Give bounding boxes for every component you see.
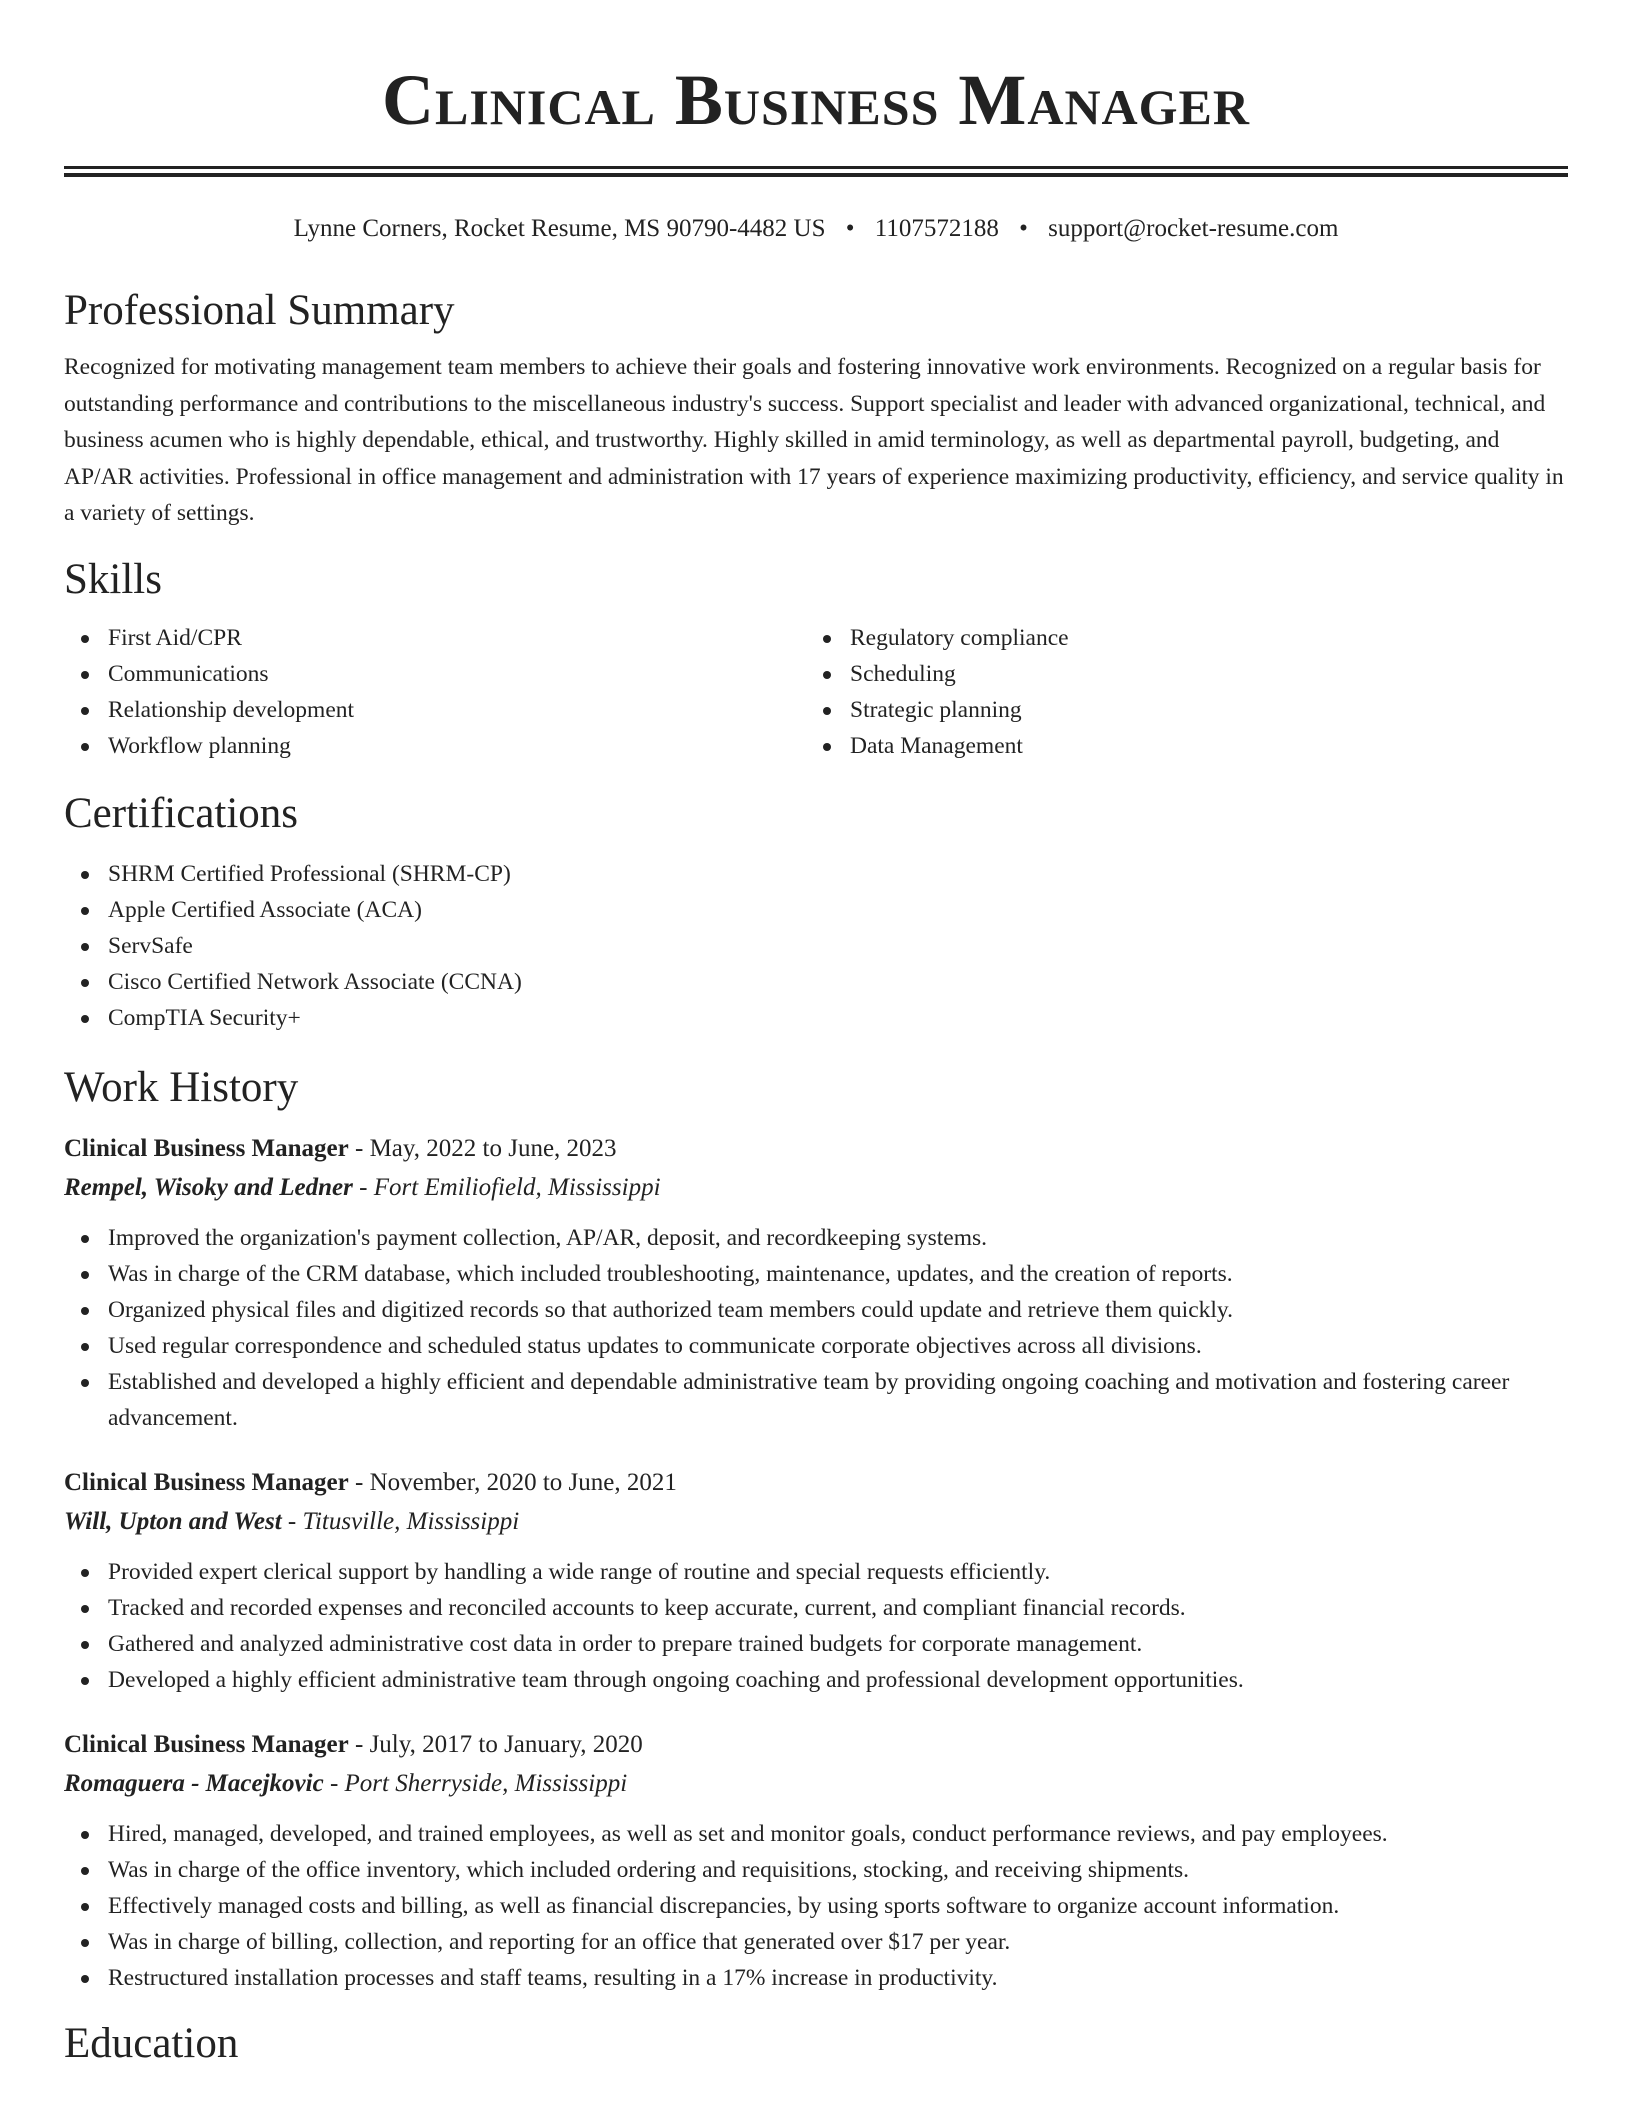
job-entry [64,1464,1568,1698]
job-bullet: Was in charge of the CRM database, which included troubleshooting, maintenance, updates, and the creation of reports. [64,1256,1568,1292]
certifications-section [64,788,1568,1036]
section-heading-certifications: Certifications [64,789,299,837]
job-bullet: Tracked and recorded expenses and reconciled accounts to keep accurate, current, and compliant financial records. [64,1590,1568,1626]
resume-title: Clinical Business Manager [381,60,1251,140]
job-bullet: Restructured installation processes and staff teams, resulting in a 17% increase in productivity. [64,1960,1568,1996]
skill-item: Strategic planning [806,692,1548,728]
skill-item: Workflow planning [64,728,806,764]
section-heading-summary: Professional Summary [64,287,455,334]
section-heading-education: Education [64,2019,239,2067]
certification-item: SHRM Certified Professional (SHRM-CP) [64,856,1568,892]
job-dates: - July, 2017 to January, 2020 [348,1730,643,1758]
skills-list-right [806,620,1548,764]
professional-summary-section [64,285,1568,532]
job-bullet: Organized physical files and digitized records so that authorized team members could update and retrieve them quickly. [64,1292,1568,1328]
job-bullet: Hired, managed, developed, and trained employees, as well as set and monitor goals, conduct performance reviews, and pay employees. [64,1816,1568,1852]
job-bullets [64,1220,1568,1436]
skill-item: Scheduling [806,656,1548,692]
contact-phone: 1107572188 [874,215,999,242]
job-header [64,1464,1568,1502]
job-bullet: Was in charge of billing, collection, and reporting for an office that generated over $17 per year. [64,1924,1568,1960]
certification-item: CompTIA Security+ [64,1000,1568,1036]
section-heading-work: Work History [64,1063,299,1111]
certification-item: ServSafe [64,928,1568,964]
job-bullet: Gathered and analyzed administrative cost data in order to prepare trained budgets for corporate management. [64,1626,1568,1662]
job-title: Clinical Business Manager [64,1134,349,1162]
skills-grid [64,620,1568,764]
job-location: - Titusville, Mississippi [281,1507,520,1535]
skill-item: Data Management [806,728,1548,764]
job-employer [64,1764,1568,1804]
job-bullet: Was in charge of the office inventory, which included ordering and requisitions, stocking, and receiving shipments. [64,1852,1568,1888]
contact-address: Lynne Corners, Rocket Resume, MS 90790-4482 US [293,215,826,242]
title-divider [64,166,1568,177]
work-history-section [64,1062,1568,1996]
education-section [64,2018,1568,2070]
contact-line [64,213,1568,245]
job-employer [64,1168,1568,1208]
skills-section [64,554,1568,764]
job-title: Clinical Business Manager [64,1730,349,1758]
job-bullet: Developed a highly efficient administrative team through ongoing coaching and professional development opportunities. [64,1662,1568,1698]
job-entry [64,1726,1568,1996]
resume-page [64,0,1568,2070]
job-bullet: Used regular correspondence and scheduled status updates to communicate corporate objectives across all divisions. [64,1328,1568,1364]
section-heading-skills: Skills [64,555,162,603]
job-bullet: Improved the organization's payment collection, AP/AR, deposit, and recordkeeping systems. [64,1220,1568,1256]
certifications-list [64,856,1568,1036]
job-employer [64,1502,1568,1542]
job-dates: - May, 2022 to June, 2023 [348,1134,617,1162]
job-company: Romaguera - Macejkovic [64,1769,324,1797]
summary-text: Recognized for motivating management team members to achieve their goals and fostering innovative work environments. Recognized on a regular basis for outstanding performance and contributions to the miscellaneous industry's success. Support specialist and leader with advanced organizational, technical, and business acumen who is highly dependable, ethical, and trustworthy. Highly skilled in amid terminology, as well as departmental payroll, budgeting, and AP/AR activities. Professional in office management and administration with 17 years of experience maximizing productivity, efficiency, and service quality in a variety of settings. [64,354,1564,526]
job-entry [64,1130,1568,1436]
certification-item: Apple Certified Associate (ACA) [64,892,1568,928]
job-title: Clinical Business Manager [64,1468,349,1496]
job-bullet: Effectively managed costs and billing, as well as financial discrepancies, by using sports software to organize account information. [64,1888,1568,1924]
job-header [64,1726,1568,1764]
skill-item: First Aid/CPR [64,620,806,656]
job-bullet: Provided expert clerical support by handling a wide range of routine and special requests efficiently. [64,1554,1568,1590]
contact-separator: • [1019,215,1028,242]
job-header [64,1130,1568,1168]
skill-item: Relationship development [64,692,806,728]
job-bullets [64,1816,1568,1996]
contact-email: support@rocket-resume.com [1048,215,1339,242]
skill-item: Regulatory compliance [806,620,1548,656]
job-location: - Fort Emiliofield, Mississippi [352,1173,661,1201]
job-bullet: Established and developed a highly efficient and dependable administrative team by providing ongoing coaching and motivation and fostering career advancement. [64,1364,1568,1436]
contact-separator: • [845,215,855,242]
skills-list-left [64,620,806,764]
job-bullets [64,1554,1568,1698]
job-dates: - November, 2020 to June, 2021 [348,1468,677,1496]
certification-item: Cisco Certified Network Associate (CCNA) [64,964,1568,1000]
job-company: Rempel, Wisoky and Ledner [64,1173,353,1201]
job-company: Will, Upton and West [64,1507,282,1535]
skill-item: Communications [64,656,806,692]
job-location: - Port Sherryside, Mississippi [323,1769,628,1797]
